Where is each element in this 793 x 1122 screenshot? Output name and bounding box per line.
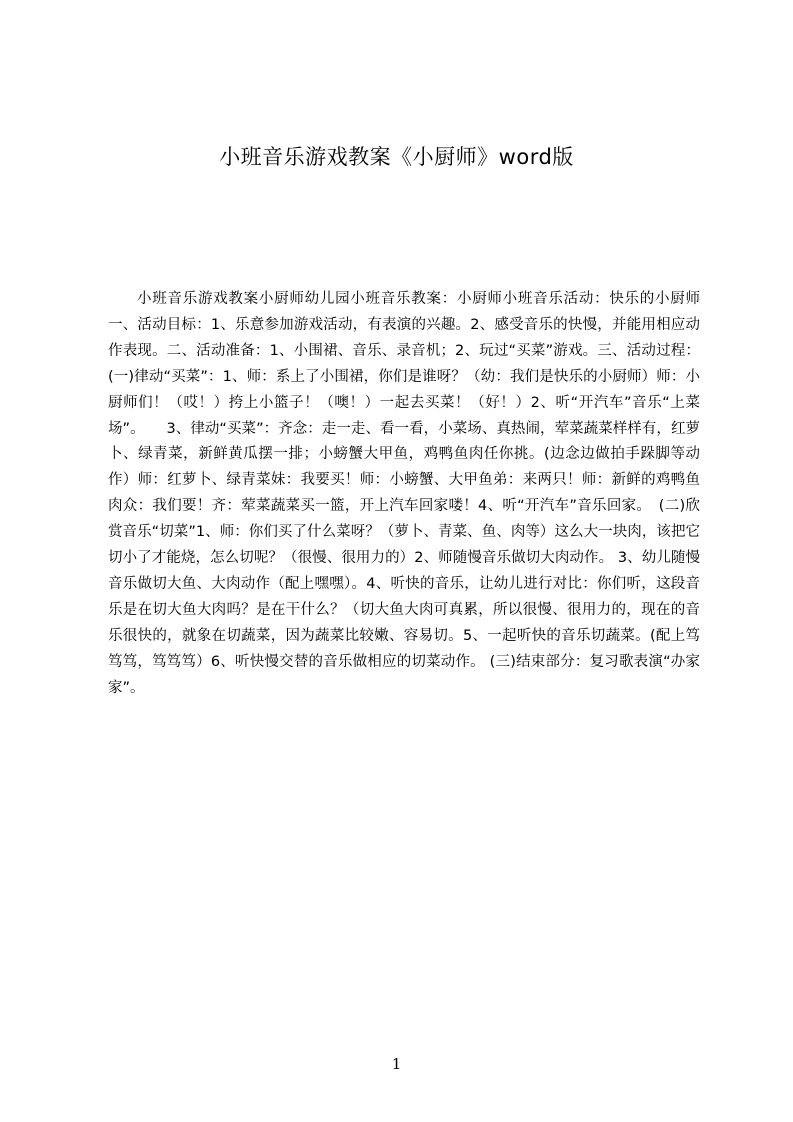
page-number: 1 [391,1055,402,1073]
body-paragraph: 小班音乐游戏教案小厨师幼儿园小班音乐教案：小厨师小班音乐活动：快乐的小厨师一、活动目标：1、乐意参加游戏活动，有表演的兴趣。2、感受音乐的快慢，并能用相应动作表现。二、活动准备：1、小围裙、音乐、录音机；2、玩过“买菜”游戏。三、活动过程：(一)律动“买菜”：1、师：系上了小围裙，你们是谁呀？（幼：我们是快乐的小厨师）师：小厨师们！（哎！）挎上小篮子！（噢！）一起去买菜！（好！）2、听“开汽车”音乐“上菜场”。 3、律动“买菜”：齐念：走一走、看一看，小菜场、真热闹，荤菜蔬菜样样有，红萝卜、绿青菜，新鲜黄瓜摆一排；小螃蟹大甲鱼，鸡鸭鱼肉任你挑。(边念边做拍手跺脚等动作）师：红萝卜、绿青菜妹：我要买！师：小螃蟹、大甲鱼弟：来两只！师：新鲜的鸡鸭鱼肉众：我们要！齐：荤菜蔬菜买一篮，开上汽车回家喽！4、听“开汽车”音乐回家。 (二)欣赏音乐“切菜”1、师：你们买了什么菜呀？（萝卜、青菜、鱼、肉等）这么大一块肉，该把它切小了才能烧，怎么切呢？（很慢、很用力的）2、师随慢音乐做切大肉动作。 3、幼儿随慢音乐做切大鱼、大肉动作（配上嘿嘿）。4、听快的音乐，让幼儿进行对比：你们听，这段音乐是在切大鱼大肉吗？是在干什么？（切大鱼大肉可真累，所以很慢、很用力的，现在的音乐很快的，就象在切蔬菜，因为蔬菜比较嫩、容易切。5、一起听快的音乐切蔬菜。(配上笃笃笃，笃笃笃）6、听快慢交替的音乐做相应的切菜动作。 (三)结束部分：复习歌表演“办家家”。 [108,291,700,696]
page-title: 小班音乐游戏教案《小厨师》word版 [219,145,574,169]
